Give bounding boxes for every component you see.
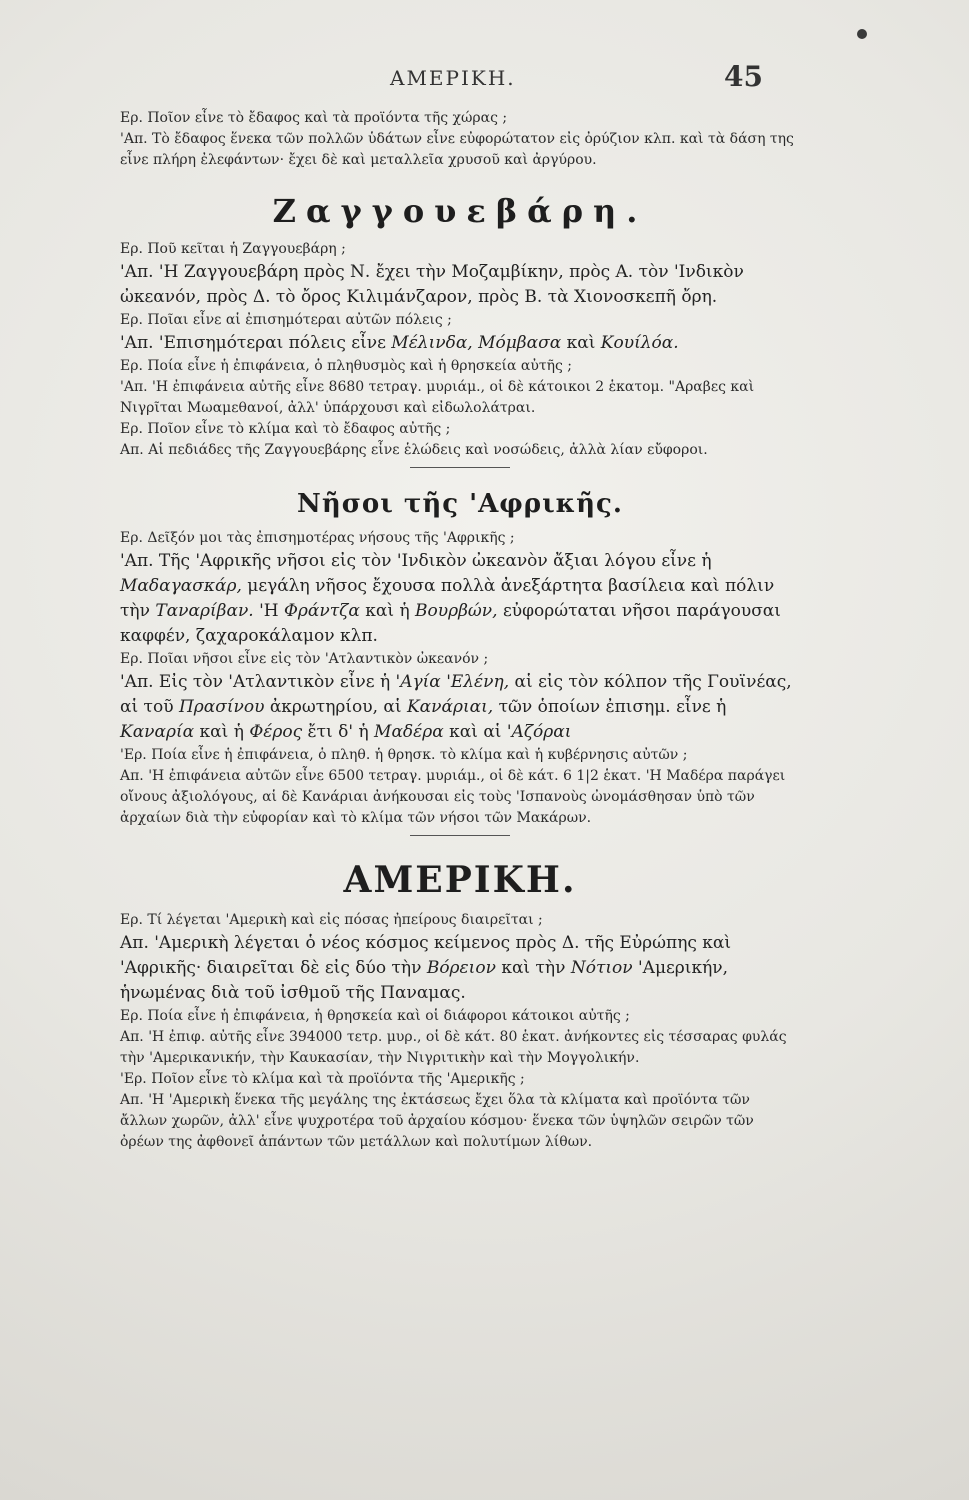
islands-answer-2-part: αἱ εἰς τὸν κόλπον τῆς Γουϊνέας, αἱ τοῦ [120,672,792,717]
intro-answer: 'Απ. Τὸ ἔδαφος ἕνεκα τῶν πολλῶν ὑδάτων εἶνε εὐφορώτατον εἰς ὀρύζιον κλπ. καὶ τὰ δάση της εἶνε πλήρη ἐλεφάντων· ἔχει δὲ καὶ μεταλλεῖα χρυσοῦ καὶ ἀργύρου. [120,131,794,168]
zanguebar-question-4: Ερ. Ποῖον εἶνε τὸ κλίμα καὶ τὸ ἔδαφος αὐτῆς ; [120,421,451,437]
zanguebar-question-1: Ερ. Ποῦ κεῖται ἡ Ζαγγουεβάρη ; [120,241,346,257]
islands-answer-1 [120,549,800,649]
islands-answer-2-part: 'Απ. Εἰς τὸν 'Ατλαντικὸν εἶνε ἡ [120,672,391,692]
zanguebar-answer-4: Απ. Αἱ πεδιάδες τῆς Ζαγγουεβάρης εἶνε ἑλώδεις καὶ νοσώδεις, ἀλλὰ λίαν εὔφοροι. [120,442,708,458]
island-bourbon: Βουρβών, [415,601,498,621]
zanguebar-city-kilwa: Κουίλόα. [600,333,679,353]
islands-answer-2-part: καὶ αἱ [449,722,502,742]
islands-answer-1-part: 'Απ. Τῆς 'Αφρικῆς νῆσοι εἰς τὸν 'Ινδικὸν ὠκεανὸν ἄξιαι λόγου εἶνε ἡ [120,551,712,571]
islands-question-1: Ερ. Δεῖξόν μοι τὰς ἐπισημοτέρας νήσους τῆς 'Αφρικῆς ; [120,530,515,546]
zanguebar-answer-2-and: καὶ [566,333,596,353]
zanguebar-cities: Μέλινδα, Μόμβασα [391,333,562,353]
cape-verde: Πρασίνου [178,697,265,717]
zanguebar-answer-3: 'Απ. 'Η ἐπιφάνεια αὐτῆς εἶνε 8680 τετραγ. μυριάμ., οἱ δὲ κάτοικοι 2 ἑκατομ. "Αραβες καὶ Νιγρῖται Μωαμεθανοί, ἀλλ' ὑπάρχουσι καὶ εἰδωλολάτραι. [120,379,755,416]
islands-answer-1-part: εὐφορώταται νῆσοι παράγουσαι καφφέν, ζαχαροκάλαμον κλπ. [120,601,781,646]
america-answer-1-part: Απ. 'Αμερικὴ λέγεται ὁ νέος κόσμος κείμενος πρὸς Δ. τῆς Εὐρώπης καὶ 'Αφρικῆς· διαιρεῖται δὲ εἰς δύο τὴν [120,933,732,978]
islands-answer-2-part: ἔτι δ' ἡ [307,722,369,742]
islands-question-2: Ερ. Ποῖαι νῆσοι εἶνε εἰς τὸν 'Ατλαντικὸν ὠκεανόν ; [120,651,489,667]
island-madagascar: Μαδαγασκάρ, [120,576,242,596]
america-answer-3: Απ. 'Η 'Αμερικὴ ἕνεκα τῆς μεγάλης της ἐκτάσεως ἔχει ὅλα τὰ κλίματα καὶ προϊόντα τῶν ἄλλων χωρῶν, ἀλλ' εἶνε ψυχροτέρα τοῦ ἀρχαίου κόσμου· ἕνεκα τῶν ὑψηλῶν σειρῶν τῶν ὀρέων της ἀφθονεῖ ἁπάντων τῶν μετάλλων καὶ πολυτίμων λίθων. [120,1092,754,1150]
america-question-3: 'Ερ. Ποῖον εἶνε τὸ κλίμα καὶ τὰ προϊόντα τῆς 'Αμερικῆς ; [120,1071,525,1087]
islands-answer-1-part: μεγάλη νῆσος ἔχουσα πολλὰ ἀνεξάρτητα βασίλεια καὶ πόλιν τὴν [120,576,775,621]
heading-america: ΑΜΕΡΙΚΗ. [343,859,577,901]
heading-african-islands: Νῆσοι τῆς 'Αφρικῆς. [297,489,623,519]
islands-answer-2-part: τῶν ὁποίων ἐπισημ. εἶνε ἡ [498,697,727,717]
page-number: 45 [724,60,763,93]
islands-answer-2-part: ἀκρωτηρίου, αἱ [269,697,402,717]
north-america: Βόρειον [426,958,496,978]
running-title: ΑΜΕΡΙΚΗ. [390,66,516,90]
island-canaria: Καναρία [120,722,195,742]
heading-zanguebar: Ζαγγουεβάρη. [272,192,648,230]
islands-question-3: 'Ερ. Ποία εἶνε ἡ ἐπιφάνεια, ὁ πληθ. ἡ θρησκ. τὸ κλίμα καὶ ἡ κυβέρνησις αὐτῶν ; [120,747,688,763]
city-tananarive: Ταναρίβαν. [155,601,254,621]
ink-speck [857,29,867,39]
america-question-1: Ερ. Τί λέγεται 'Αμερικὴ καὶ εἰς πόσας ἠπείρους διαιρεῖται ; [120,912,543,928]
zanguebar-question-2: Ερ. Ποῖαι εἶνε αἱ ἐπισημότεραι αὐτῶν πόλεις ; [120,312,452,328]
running-head [0,60,969,94]
zanguebar-answer-2-lead: 'Απ. 'Επισημότεραι πόλεις εἶνε [120,333,386,353]
island-saint-helena: 'Αγία 'Ελένη, [395,672,510,692]
islands-answer-3: Απ. 'Η ἐπιφάνεια αὐτῶν εἶνε 6500 τετραγ. μυριάμ., οἱ δὲ κάτ. 6 1|2 ἑκατ. 'Η Μαδέρα παράγει οἴνους ἀξιολόγους, αἱ δὲ Κανάριαι ἀνήκουσαι εἰς τοὺς 'Ισπανοὺς ὠνομάσθησαν ὑπὸ τῶν ἀρχαίων διὰ τὴν εὐφορίαν καὶ τὸ κλίμα τῶν νήσοι τῶν Μακάρων. [120,768,786,826]
section-rule [410,835,510,836]
canary-islands: Κανάριαι, [406,697,494,717]
america-answer-1-part: καὶ τὴν [501,958,566,978]
intro-question: Ερ. Ποῖον εἶνε τὸ ἔδαφος καὶ τὰ προϊόντα τῆς χώρας ; [120,110,508,126]
america-question-2: Ερ. Ποία εἶνε ἡ ἐπιφάνεια, ἡ θρησκεία καὶ οἱ διάφοροι κάτοικοι αὐτῆς ; [120,1008,630,1024]
azores-islands: 'Αζόραι [506,722,572,742]
islands-answer-2-part: καὶ ἡ [199,722,244,742]
section-rule [410,467,510,468]
south-america: Νότιον [570,958,633,978]
america-answer-2: Απ. 'Η ἐπιφ. αὐτῆς εἶνε 394000 τετρ. μυρ., οἱ δὲ κάτ. 80 ἑκατ. ἀνήκοντες εἰς τέσσαρας φυλάς τὴν 'Αμερικανικήν, τὴν Καυκασίαν, τὴν Νιγριτικὴν καὶ τὴν Μογγολικήν. [120,1029,787,1066]
america-answer-1-part: 'Αμερικήν, ἡνωμένας διὰ τοῦ ἰσθμοῦ τῆς Παναμας. [120,958,729,1003]
islands-answer-1-part: καὶ ἡ [365,601,410,621]
page-content [120,108,800,1153]
island-france: Φράντζα [284,601,360,621]
zanguebar-question-3: Ερ. Ποία εἶνε ἡ ἐπιφάνεια, ὁ πληθυσμὸς καὶ ἡ θρησκεία αὐτῆς ; [120,358,572,374]
america-answer-1 [120,931,800,1006]
islands-answer-2 [120,670,800,745]
islands-answer-1-part: 'Η [259,601,279,621]
island-ferro: Φέρος [249,722,303,742]
island-madeira: Μαδέρα [374,722,444,742]
zanguebar-answer-1: 'Απ. 'Η Ζαγγουεβάρη πρὸς Ν. ἔχει τὴν Μοζαμβίκην, πρὸς Α. τὸν 'Ινδικὸν ὠκεανόν, πρὸς Δ. τὸ ὄρος Κιλιμάνζαρον, πρὸς Β. τὰ Χιονοσκεπῆ ὄρη. [120,262,744,307]
zanguebar-answer-2 [120,331,800,356]
